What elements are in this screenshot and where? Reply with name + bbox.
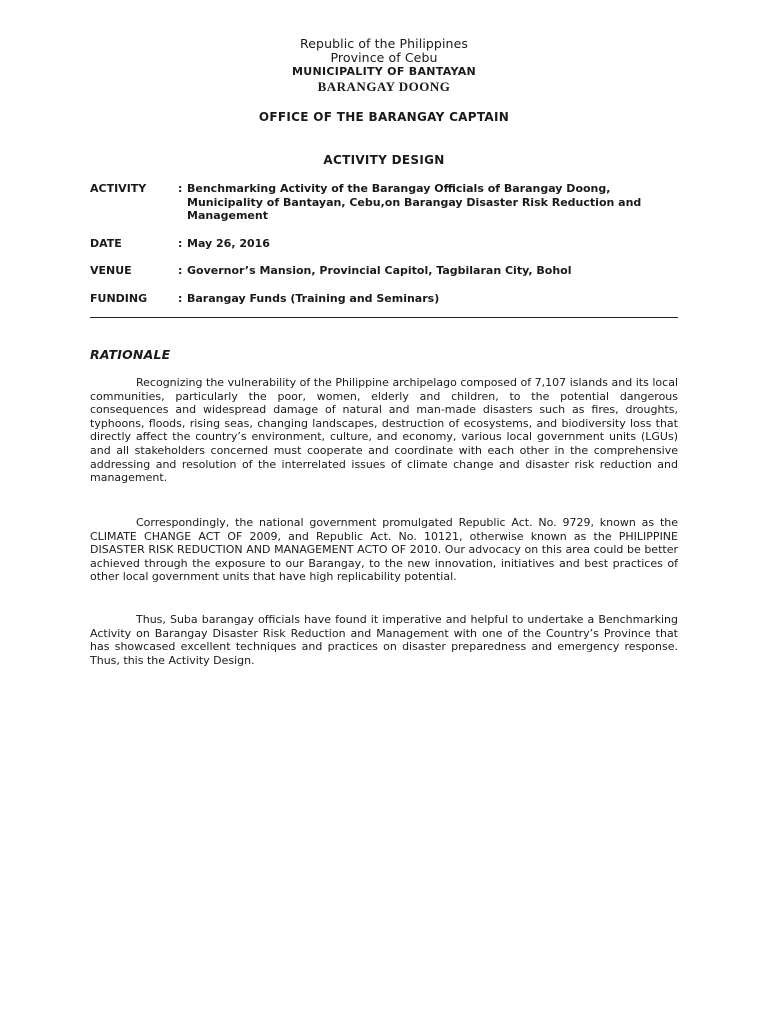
field-colon: :	[178, 264, 183, 277]
field-funding	[90, 292, 680, 306]
field-date	[90, 237, 680, 251]
letterhead-republic: Republic of the Philippines	[300, 36, 468, 51]
field-label: DATE	[90, 237, 122, 250]
horizontal-divider	[90, 317, 678, 318]
field-activity	[90, 182, 680, 223]
rationale-paragraph-2: Correspondingly, the national government promulgated Republic Act. No. 9729, known as the CLIMATE CHANGE ACT OF 2009, and Republic Act. No. 10121, otherwise known as the PHILIPPINE DISASTER RISK REDUCTION AND MANAGEMENT ACTO OF 2010. Our advocacy on this area could be better achieved through the exposure to our Barangay, to the new innovation, initiatives and best practices of other local government units that have high replicability potential.	[90, 516, 678, 584]
field-label: VENUE	[90, 264, 132, 277]
letterhead-barangay: BARANGAY DOONG	[317, 79, 451, 94]
field-value: Governor’s Mansion, Provincial Capitol, Tagbilaran City, Bohol	[187, 264, 572, 277]
letterhead-municipality: MUNICIPALITY OF BANTAYAN	[291, 65, 477, 78]
field-label: ACTIVITY	[90, 182, 147, 195]
letterhead	[0, 37, 768, 94]
field-colon: :	[178, 182, 183, 195]
rationale-heading: RATIONALE	[90, 347, 171, 362]
rationale-paragraph-1: Recognizing the vulnerability of the Philippine archipelago composed of 7,107 islands and its local communities, particularly the poor, women, elderly and children, to the potential dangerous consequences and widespread damage of natural and man-made disasters such as fires, droughts, typhoons, floods, rising seas, changing landscapes, destruction of ecosystems, and biodiversity loss that directly affect the country’s environment, culture, and economy, various local government units (LGUs) and all stakeholders concerned must cooperate and coordinate with each other in the comprehensive addressing and resolution of the interrelated issues of climate change and disaster risk reduction and management.	[90, 376, 678, 485]
field-colon: :	[178, 292, 183, 305]
field-value: Benchmarking Activity of the Barangay Officials of Barangay Doong, Municipality of Bantayan, Cebu,on Barangay Disaster Risk Reduction and Management	[187, 182, 642, 222]
field-colon: :	[178, 237, 183, 250]
field-label: FUNDING	[90, 292, 148, 305]
document-title: ACTIVITY DESIGN	[323, 153, 445, 167]
field-value: Barangay Funds (Training and Seminars)	[187, 292, 440, 305]
office-title: OFFICE OF THE BARANGAY CAPTAIN	[258, 110, 510, 124]
field-value: May 26, 2016	[187, 237, 270, 250]
field-venue	[90, 264, 680, 278]
letterhead-province: Province of Cebu	[330, 50, 438, 65]
rationale-paragraph-3: Thus, Suba barangay officials have found it imperative and helpful to undertake a Benchmarking Activity on Barangay Disaster Risk Reduction and Management with one of the Country’s Province that has showcased excellent techniques and practices on disaster preparedness and emergency response. Thus, this the Activity Design.	[90, 613, 678, 667]
